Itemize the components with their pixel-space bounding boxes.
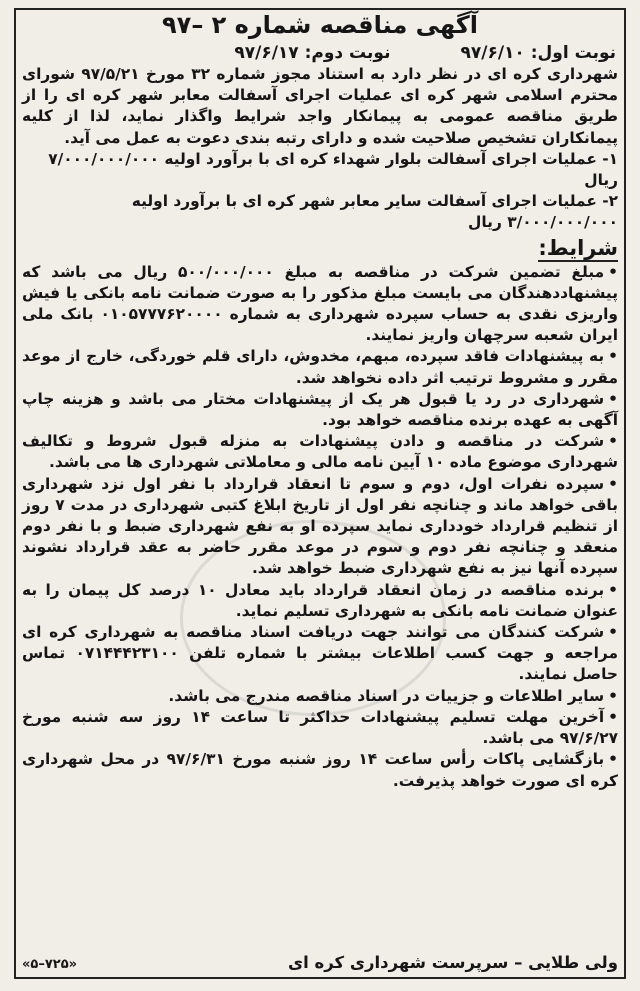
intro-paragraph: شهرداری کره ای در نظر دارد به استناد مجوز شماره ۳۲ مورخ ۹۷/۵/۲۱ شورای محترم اسلامی شهر کره ای عملیات اجرای آسفالت معابر شهر کره ای را از طریق مناقصه عمومی به پیمانکار واجد شرایط واگذار نماید، لذا از کلیه پیمانکاران تشخیص صلاحیت شده و دارای رتبه بندی دعوت به عمل می آید.	[22, 65, 618, 147]
bullet-icon: •	[608, 347, 618, 366]
condition-item	[22, 580, 618, 622]
bullet-icon: •	[608, 707, 618, 726]
ad-code: «۵–۷۲۵»	[22, 956, 78, 972]
conditions-heading: شرایط:	[538, 235, 618, 260]
condition-item	[22, 431, 618, 473]
tender-item-1: ۱- عملیات اجرای آسفالت بلوار شهداء کره ای با برآورد اولیه ۷/۰۰۰/۰۰۰/۰۰۰ ریال	[48, 149, 618, 190]
condition-text: سایر اطلاعات و جزییات در اسناد مناقصه مندرج می باشد.	[168, 686, 605, 705]
condition-text: شرکت در مناقصه و دادن پیشنهادات به منزله قبول شروط و تکالیف شهرداری موضوع ماده ۱۰ آیین نامه مالی و معاملاتی شهرداری ها می باشد.	[22, 432, 618, 472]
condition-text: آخرین مهلت تسلیم پیشنهادات حداکثر تا ساعت ۱۴ روز سه شنبه مورخ ۹۷/۶/۲۷ می باشد.	[22, 707, 618, 748]
condition-item	[22, 262, 618, 347]
condition-text: سپرده نفرات اول، دوم و سوم تا انعقاد قرارداد با نفر اول نزد شهرداری باقی خواهد ماند و چنانچه نفر اول از تاریخ ابلاغ کتبی شهرداری در مدت ۷ روز از تنظیم قرارداد خودداری نماید سپرده او به نفع شهرداری ضبط و با نفر دوم منعقد و چنانچه نفر دوم و سوم در موعد مقرر حاضر به عقد قرارداد نشوند سپرده آنها نیز به نفع شهرداری ضبط خواهد شد.	[22, 474, 618, 578]
condition-text: شهرداری در رد یا قبول هر یک از پیشنهادات مختار می باشد و هزینه چاپ آگهی به عهده برنده مناقصه خواهد بود.	[22, 389, 618, 430]
second-round-date: نوبت دوم: ۹۷/۶/۱۷	[234, 43, 391, 63]
tender-notice	[22, 10, 618, 975]
first-round-date: نوبت اول: ۹۷/۶/۱۰	[460, 43, 616, 63]
tender-item-2: ۲- عملیات اجرای آسفالت سایر معابر شهر کره ای با برآورد اولیه ۳/۰۰۰/۰۰۰/۰۰۰ ریال	[131, 192, 618, 232]
condition-item	[22, 622, 618, 686]
condition-item	[22, 707, 618, 749]
condition-item	[22, 389, 618, 431]
bullet-icon: •	[608, 623, 618, 642]
condition-item	[22, 749, 618, 791]
condition-text: برنده مناقصه در زمان انعقاد قرارداد باید معادل ۱۰ درصد کل پیمان را به عنوان ضمانت نامه بانکی به شهرداری تسلیم نماید.	[22, 580, 618, 620]
bullet-icon: •	[608, 474, 618, 493]
bullet-icon: •	[608, 262, 618, 281]
notice-footer	[22, 952, 618, 975]
bullet-icon: •	[608, 432, 618, 451]
condition-item	[22, 346, 618, 388]
bullet-icon: •	[608, 389, 618, 408]
condition-text: بازگشایی پاکات رأس ساعت ۱۴ روز شنبه مورخ ۹۷/۶/۳۱ در محل شهرداری کره ای صورت خواهد پذیرفت.	[22, 750, 618, 790]
bullet-icon: •	[608, 580, 618, 599]
publication-dates	[22, 42, 618, 64]
condition-text: مبلغ تضمین شرکت در مناقصه به مبلغ ۵۰۰/۰۰۰/۰۰۰ ریال می باشد که پیشنهاددهندگان می بایست مبلغ مذکور را به صورت ضمانت نامه بانکی یا فیش واریزی نقدی به حساب سپرده شهرداری به شماره ۰۱۰۵۷۷۷۶۲۰۰۰۰ بانک ملی ایران شعبه سرچهان واریز نمایند.	[22, 262, 618, 345]
condition-item	[22, 474, 618, 580]
condition-text: شرکت کنندگان می توانند جهت دریافت اسناد مناقصه به شهرداری کره ای مراجعه و جهت کسب اطلاعات بیشتر با شماره تلفن ۰۷۱۴۴۴۲۳۱۰۰ تماس حاصل نمایند.	[22, 623, 618, 684]
signature: ولی طلایی – سرپرست شهرداری کره ای	[288, 952, 618, 972]
bullet-icon: •	[608, 750, 619, 769]
condition-item	[22, 686, 618, 707]
condition-text: به پیشنهادات فاقد سپرده، مبهم، مخدوش، دارای قلم خوردگی، خارج از موعد مقرر و مشروط ترتیب اثر داده نخواهد شد.	[22, 347, 618, 387]
notice-title: آگهی مناقصه شماره ۲ –۹۷	[162, 11, 478, 39]
bullet-icon: •	[608, 686, 618, 705]
